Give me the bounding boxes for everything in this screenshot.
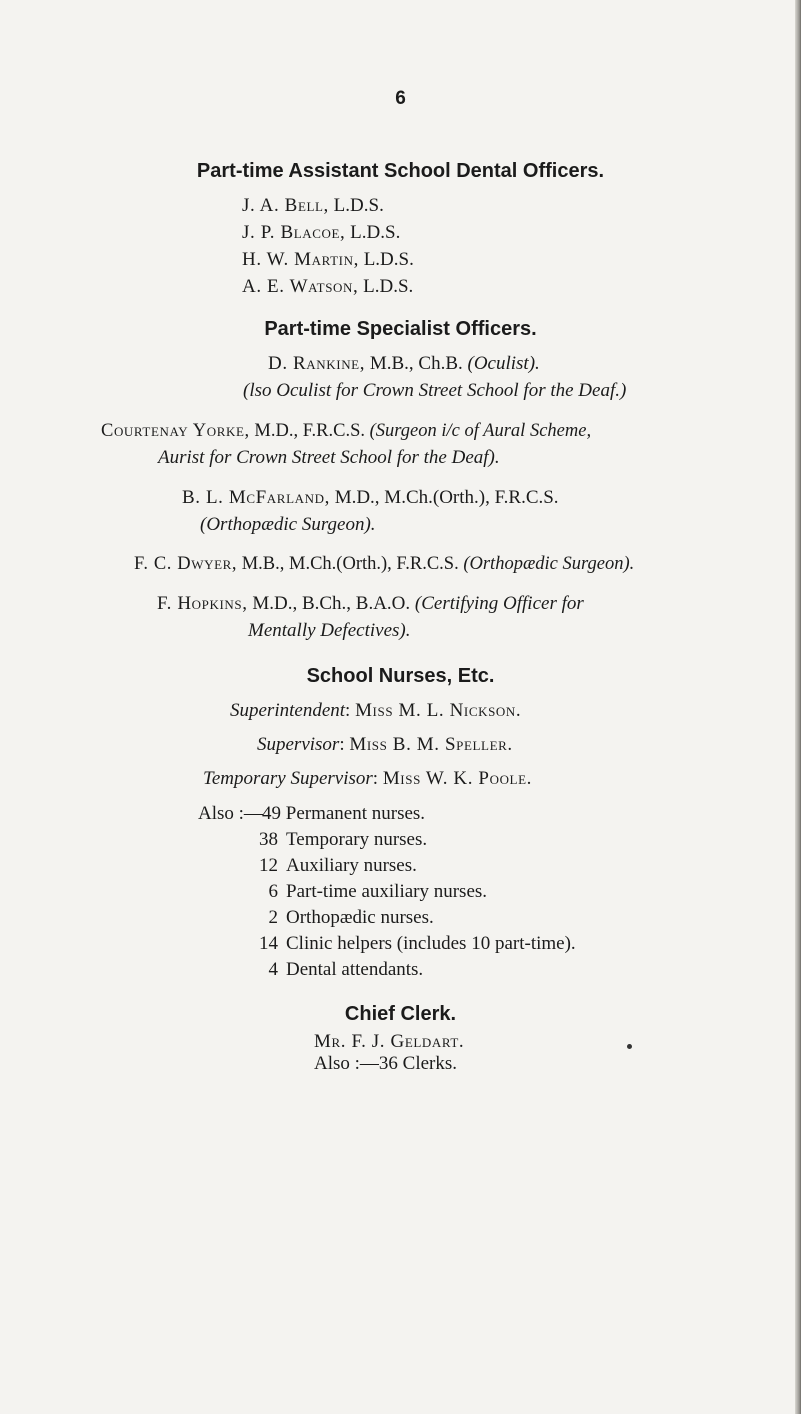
- page-number: 6: [395, 88, 406, 109]
- dental-officer-3: H. W. Martin, L.D.S.: [242, 249, 414, 270]
- clerk-name: Mr. F. J. Geldart.: [314, 1031, 465, 1052]
- staff-row-1: 49 Permanent nurses.: [262, 803, 426, 824]
- hopkins-role: Mentally Defectives).: [248, 620, 411, 641]
- rankine-note: (lso Oculist for Crown Street School for the Deaf.): [243, 380, 627, 401]
- page-edge: [795, 0, 801, 1414]
- ink-dot: [627, 1044, 632, 1049]
- staff-row-2: 38 Temporary nurses.: [259, 829, 428, 850]
- staff-row-5: 2 Orthopædic nurses.: [268, 907, 434, 928]
- dental-heading: Part-time Assistant School Dental Officers.: [196, 160, 605, 182]
- dental-officer-1: J. A. Bell, L.D.S.: [242, 195, 384, 216]
- also-label: Also :—: [198, 803, 263, 824]
- yorke-entry: Courtenay Yorke, M.D., F.R.C.S. (Surgeon i/c of Aural Scheme,: [101, 421, 592, 441]
- clerk-also: Also :—36 Clerks.: [314, 1053, 458, 1074]
- hopkins-entry: F. Hopkins, M.D., B.Ch., B.A.O. (Certifying Officer for: [157, 593, 584, 614]
- specialist-heading: Part-time Specialist Officers.: [264, 318, 537, 340]
- superintendent-line: Superintendent: Miss M. L. Nickson.: [230, 700, 522, 721]
- yorke-role: Aurist for Crown Street School for the Deaf).: [158, 447, 500, 468]
- staff-row-6: 14 Clinic helpers (includes 10 part-time).: [259, 933, 576, 954]
- rankine-entry: D. Rankine, M.B., Ch.B. (Oculist).: [268, 353, 540, 374]
- staff-row-3: 12 Auxiliary nurses.: [259, 855, 417, 876]
- nurses-heading: School Nurses, Etc.: [306, 665, 495, 687]
- dental-officer-4: A. E. Watson, L.D.S.: [242, 276, 414, 297]
- mcfarland-role: (Orthopædic Surgeon).: [200, 514, 376, 535]
- supervisor-line: Supervisor: Miss B. M. Speller.: [257, 734, 513, 755]
- dental-officer-2: J. P. Blacoe, L.D.S.: [242, 222, 401, 243]
- staff-row-7: 4 Dental attendants.: [268, 959, 424, 980]
- dwyer-entry: F. C. Dwyer, M.B., M.Ch.(Orth.), F.R.C.S. (Orthopædic Surgeon).: [134, 554, 635, 574]
- staff-row-4: 6 Part-time auxiliary nurses.: [268, 881, 488, 902]
- temp-supervisor-line: Temporary Supervisor: Miss W. K. Poole.: [203, 768, 532, 789]
- mcfarland-entry: B. L. McFarland, M.D., M.Ch.(Orth.), F.R.C.S.: [182, 487, 559, 508]
- clerk-heading: Chief Clerk.: [344, 1003, 457, 1025]
